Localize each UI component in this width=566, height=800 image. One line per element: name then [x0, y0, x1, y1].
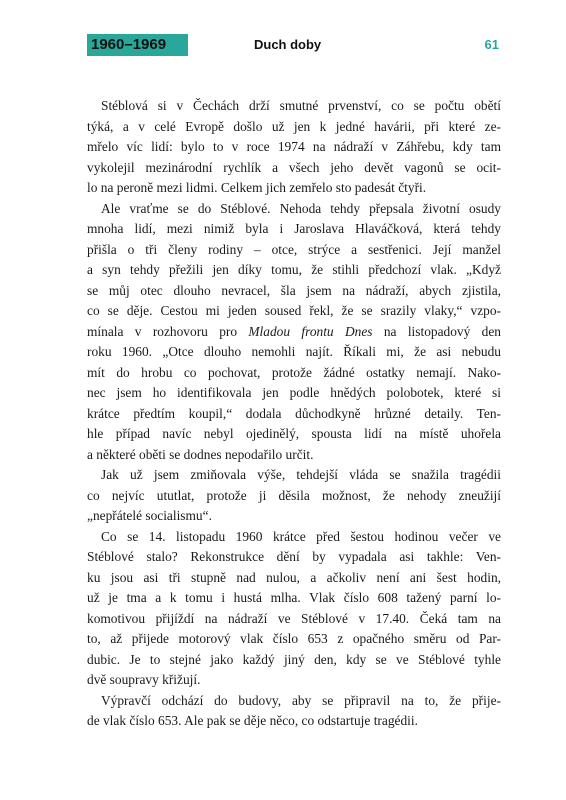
- text-line: komotivou přijíždí na nádraží ve Stéblové v 17.40. Čeká tam na: [87, 610, 501, 626]
- text-line: Výpravčí odchází do budovy, aby se připravil na to, že přije-: [101, 692, 501, 708]
- text-line: Co se 14. listopadu 1960 krátce před šestou hodinou večer ve: [101, 528, 501, 544]
- text-line: krátce předtím koupil,“ dodala důchodkyně hrůzné detaily. Ten-: [87, 405, 501, 421]
- running-header: [87, 34, 501, 56]
- paragraph: [87, 465, 501, 527]
- text-line: se můj otec dlouho nevracel, šla jsem na nádraží, abych zjistila,: [87, 282, 501, 298]
- text-line: Ale vraťme se do Stéblové. Nehoda tehdy přepsala životní osudy: [101, 200, 501, 216]
- text-line: mnoha lidí, mezi nimiž byla i Jaroslava Hlaváčková, která tehdy: [87, 221, 501, 236]
- text-line: „nepřátelé socialismu“.: [87, 508, 212, 523]
- era-label: 1960–1969: [87, 34, 188, 56]
- page-number: 61: [484, 37, 499, 52]
- text-line: ku jsou asi tři stupně nad nulou, a ačkoliv není ani šest hodin,: [87, 569, 501, 585]
- text-line: přišla o tři členy rodiny – otce, strýce a sestřenici. Její manžel: [87, 241, 501, 257]
- paragraph: [87, 199, 501, 466]
- text-line: Jak už jsem zmiňovala výše, tehdejší vláda se snažila tragédii: [101, 467, 501, 482]
- text-line: dubic. Je to stejné jako každý jiný den, kdy se ve Stéblové tyhle: [87, 651, 501, 667]
- text-line: vykolejil mezinárodní rychlík a všech jeho devět vagonů se ocit-: [87, 159, 501, 175]
- text-line: mřelo víc lidí: bylo to v roce 1974 na nádraží v Záhřebu, kdy tam: [87, 139, 501, 154]
- body-text: [87, 96, 501, 732]
- text-line: a syn tehdy přežili jen díky tomu, že stihli předchozí vlak. „Když: [87, 262, 501, 277]
- text-line: Stéblová si v Čechách drží smutné prvenství, co se počtu obětí: [101, 98, 501, 113]
- text-line: dvě soupravy křižují.: [87, 672, 201, 687]
- text-line: nec jsem ho identifikovala jen podle hnědých polobotek, které si: [87, 385, 501, 400]
- text-line: co nejvíc ututlat, protože ji děsila možnost, že nehody zneužijí: [87, 487, 501, 503]
- text-line: de vlak číslo 653. Ale pak se děje něco, co odstartuje tragédii.: [87, 713, 418, 728]
- paragraph: [87, 527, 501, 691]
- text-line: a některé oběti se dodnes nepodařilo určit.: [87, 446, 314, 462]
- section-title: Duch doby: [254, 37, 322, 52]
- paragraph: [87, 96, 501, 199]
- italic-title: Mladou frontu Dnes: [248, 323, 373, 339]
- text-line: hle případ navíc nebyl ojedinělý, spousta lidí na místě uhořela: [87, 426, 501, 441]
- text-line: mínala v rozhovoru pro Mladou frontu Dnes na listopadový den: [87, 323, 501, 339]
- paragraph: [87, 691, 501, 732]
- text-line: lo na peroně mezi lidmi. Celkem jich zemřelo sto padesát čtyři.: [87, 180, 427, 195]
- text-line: co se děje. Cestou mi jeden soused řekl, že se srazily vlaky,“ vzpo-: [87, 303, 501, 318]
- text-line: to, až přijede motorový vlak číslo 653 z opačného směru od Par-: [87, 631, 501, 646]
- text-line: roku 1960. „Otce dlouho nemohli najít. Říkali mi, že asi nebudu: [87, 344, 501, 359]
- text-line: už je tma a k tomu i hustá mlha. Vlak číslo 608 tažený parní lo-: [87, 590, 501, 605]
- text-line: týká, a v celé Evropě došlo už jen k jedné havárii, při které ze-: [87, 118, 501, 134]
- text-line: mít do hrobu co pochovat, protože žádné ostatky nemají. Nako-: [87, 364, 501, 380]
- text-line: Stéblové stalo? Rekonstrukce dění by vypadala asi takhle: Ven-: [87, 549, 501, 564]
